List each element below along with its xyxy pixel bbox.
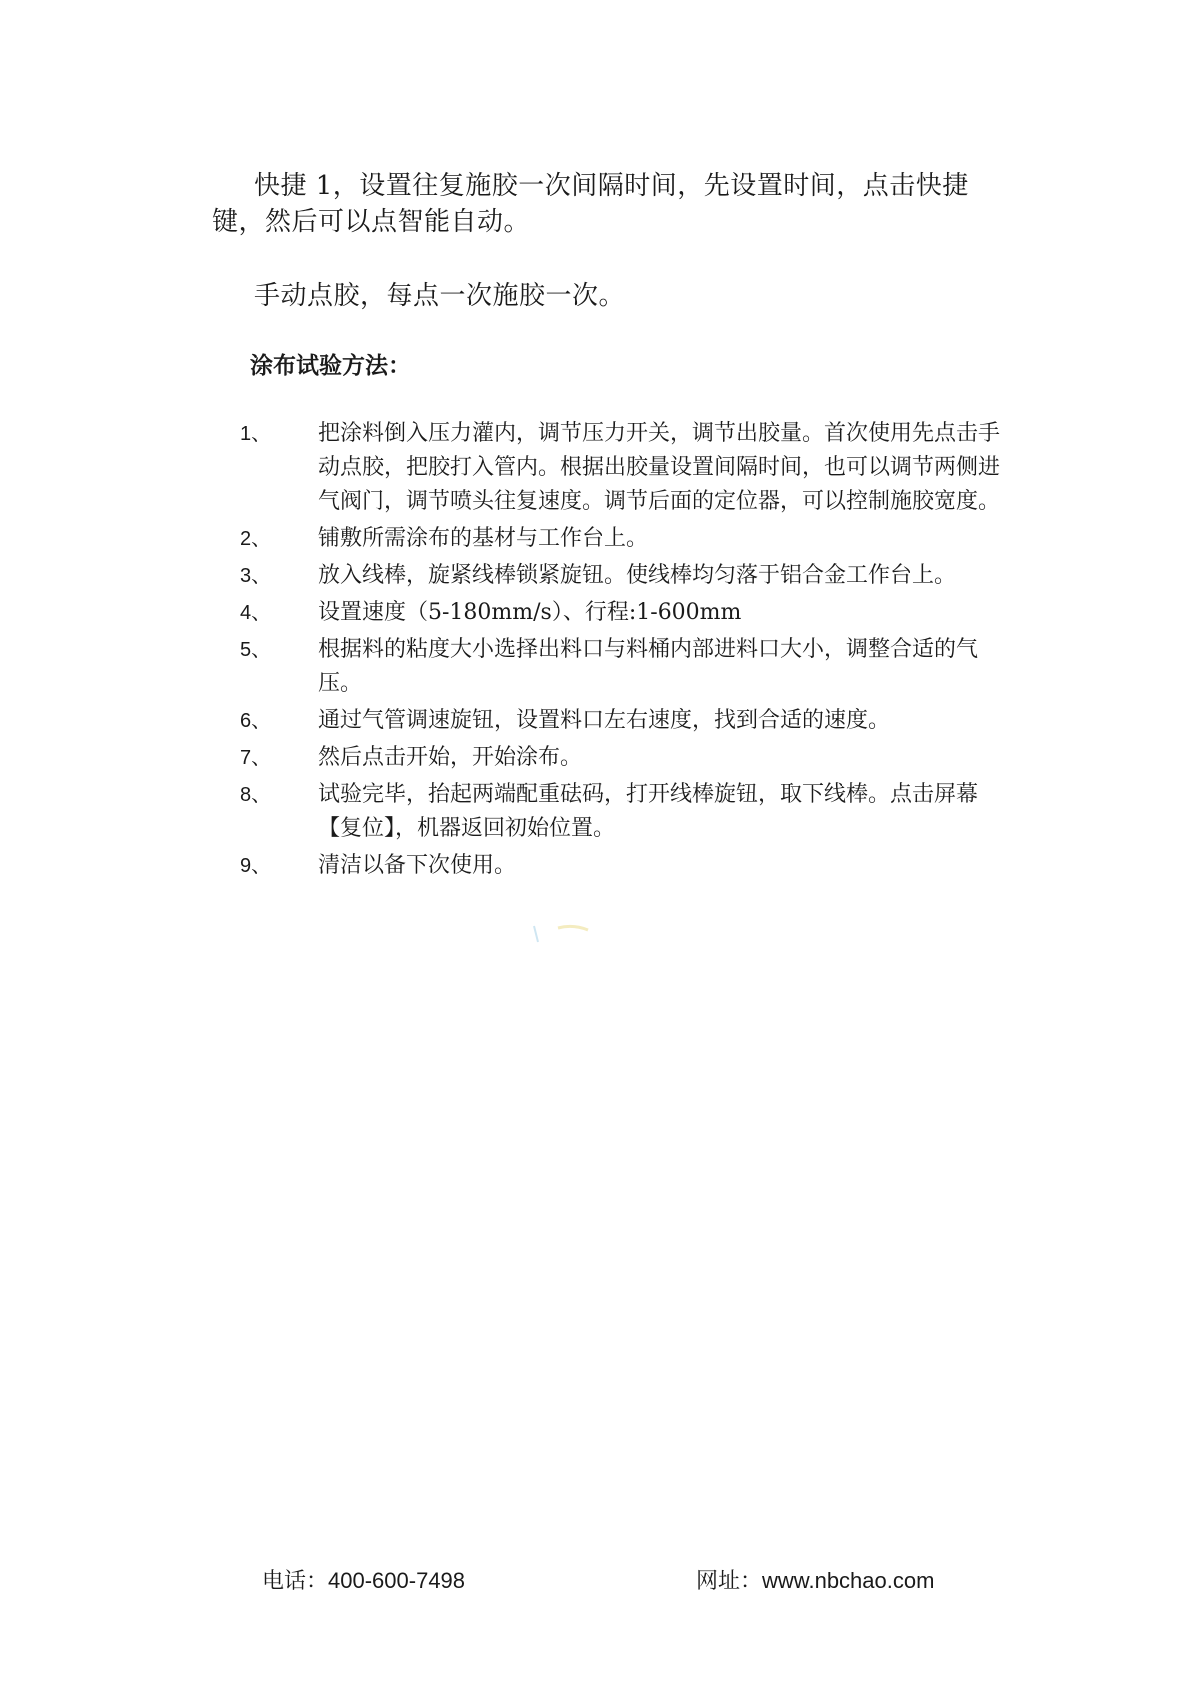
step-item <box>240 704 1010 738</box>
step-number: 5、 <box>240 639 272 661</box>
step-number: 3、 <box>240 565 272 587</box>
step-item <box>240 522 1010 556</box>
step-text: 通过气管调速旋钮，设置料口左右速度，找到合适的速度。 <box>318 708 891 733</box>
step-text: 根据料的粘度大小选择出料口与料桶内部进料口大小，调整合适的气压。 <box>318 637 979 696</box>
footer-phone <box>262 1565 465 1598</box>
procedure-list <box>240 417 1010 886</box>
step-item <box>240 741 1010 775</box>
step-number: 1、 <box>240 423 272 445</box>
manual-dispense-paragraph: 手动点胶，每点一次施胶一次。 <box>254 281 626 311</box>
step-text: 清洁以备下次使用。 <box>318 853 517 878</box>
step-item <box>240 633 1010 701</box>
phone-number: 400-600-7498 <box>328 1568 466 1593</box>
step-item <box>240 596 1010 630</box>
step-number: 8、 <box>240 784 272 806</box>
shortcut-paragraph: 快捷 1，设置往复施胶一次间隔时间，先设置时间，点击快捷键，然后可以点智能自动。 <box>212 171 969 237</box>
step-text: 设置速度（5-180mm/s）、行程:1-600mm <box>318 600 742 625</box>
step-text: 放入线棒，旋紧线棒锁紧旋钮。使线棒均匀落于铝合金工作台上。 <box>318 563 957 588</box>
faint-watermark-mark <box>528 922 608 944</box>
step-item <box>240 559 1010 593</box>
step-text: 铺敷所需涂布的基材与工作台上。 <box>318 526 649 551</box>
phone-label: 电话： <box>262 1569 329 1594</box>
section-heading: 涂布试验方法： <box>250 352 411 379</box>
step-number: 4、 <box>240 602 272 624</box>
step-text: 然后点击开始，开始涂布。 <box>318 745 583 770</box>
step-number: 2、 <box>240 528 272 550</box>
footer-website <box>696 1565 934 1598</box>
step-item <box>240 778 1010 846</box>
step-number: 9、 <box>240 855 272 877</box>
step-number: 6、 <box>240 710 272 732</box>
step-number: 7、 <box>240 747 272 769</box>
website-url[interactable]: www.nbchao.com <box>762 1568 935 1593</box>
step-text: 试验完毕，抬起两端配重砝码，打开线棒旋钮，取下线棒。点击屏幕【复位】，机器返回初始位置。 <box>318 782 979 841</box>
step-text: 把涂料倒入压力灌内，调节压力开关，调节出胶量。首次使用先点击手动点胶，把胶打入管内。根据出胶量设置间隔时间，也可以调节两侧进气阀门，调节喷头往复速度。调节后面的定位器，可以控制施胶宽度。 <box>318 421 1001 514</box>
website-label: 网址： <box>696 1569 763 1594</box>
step-item <box>240 417 1010 519</box>
step-item <box>240 849 1010 883</box>
